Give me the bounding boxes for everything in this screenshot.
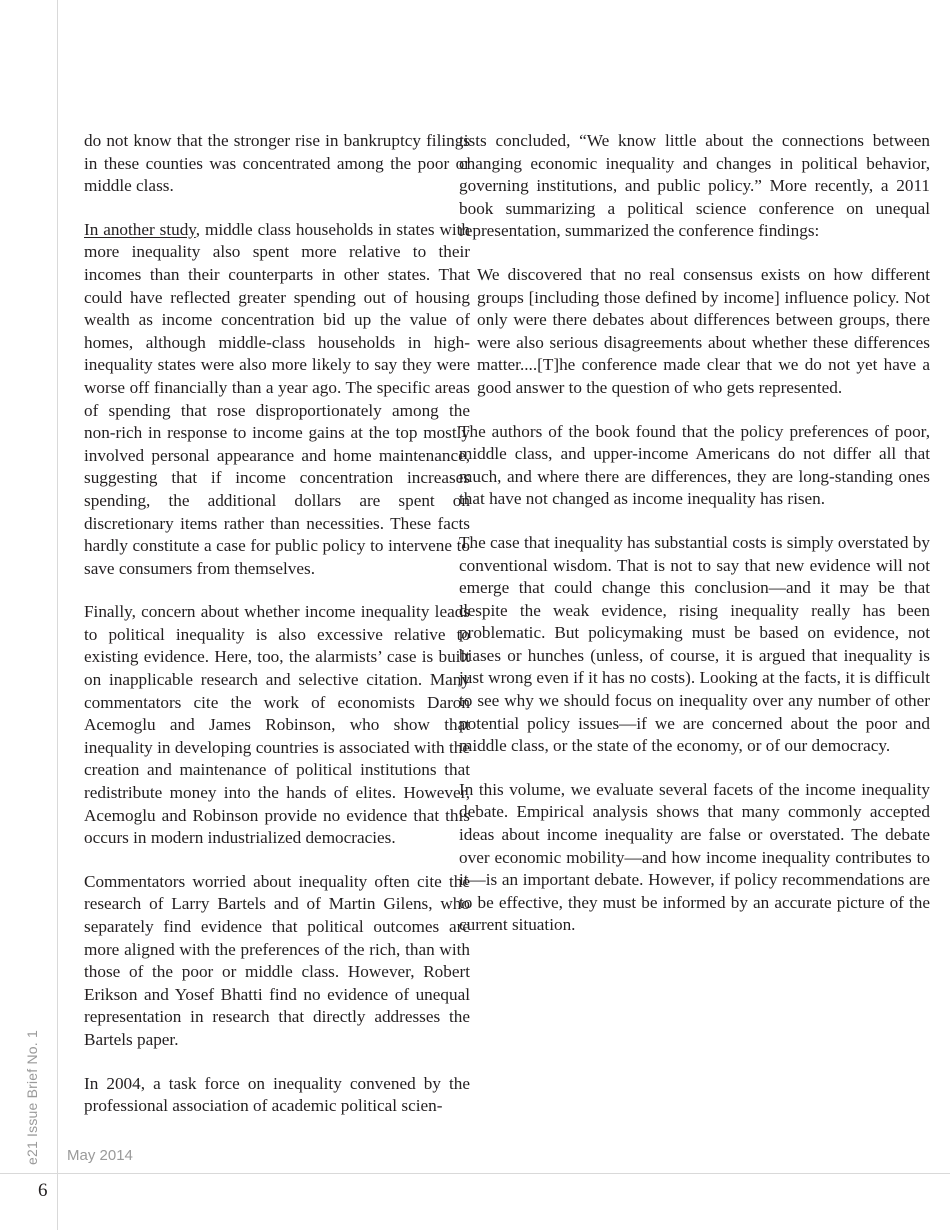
right-column <box>459 130 930 958</box>
footer-divider <box>0 1173 950 1174</box>
paragraph: tists concluded, “We know little about the connections between changing economic inequality and changes in political behavior, governing institutions, and public policy.” More recently, a 2011 book summarizing a political science conference on unequal representation, summarized the conference findings: <box>459 131 930 241</box>
paragraph: do not know that the stronger rise in bankruptcy filings in these counties was concentrated among the poor or middle class. <box>84 131 470 196</box>
issue-date: May 2014 <box>67 1147 133 1164</box>
paragraph: The case that inequality has substantial costs is simply overstated by conventional wisdom. That is not to say that new evidence will not emerge that could change this conclusion—and it may be that despite the weak evidence, rising inequality really has been problematic. But policymaking must be based on evidence, not biases or hunches (unless, of course, it is argued that inequality is just wrong even if it has no costs). Looking at the facts, it is difficult to see why we should focus on inequality over any number of other potential policy issues—if we are concerned about the poor and middle class, or the state of the economy, or of our democracy. <box>459 532 930 756</box>
another-study-link[interactable]: In another study <box>84 219 196 239</box>
paragraph-text: , middle class households in states with more inequality also spent more relative to their incomes than their counterparts in other states. That could have reflected greater spending out of housing wealth as income concentration bid up the value of homes, although middle-class households in high-inequality states were also more likely to say they were worse off financially than a year ago. The specific areas of spending that rose disproportionately among the non-rich in response to income gains at the top mostly involved personal appearance and home maintenance, suggesting that if income concentration increases spending, the additional dollars are spent on discretionary items rather than necessities. These facts hardly constitute a case for public policy to intervene to save consumers from themselves. <box>84 219 470 578</box>
paragraph <box>84 219 470 581</box>
block-quote: We discovered that no real consensus exists on how different groups [including those defined by income] influence policy. Not only were there debates about differences between groups, there were also serious disagreements about whether these differences matter....[T]he conference made clear that we do not yet have a good answer to the question of who gets represented. <box>477 264 930 397</box>
series-label: e21 Issue Brief No. 1 <box>24 1030 40 1165</box>
paragraph: Finally, concern about whether income inequality leads to political inequality is also excessive relative to existing evidence. Here, too, the alarmists’ case is built on inapplicable research and selective citation. Many commentators cite the work of economists Daron Acemoglu and James Robinson, who show that inequality in developing countries is associated with the creation and maintenance of political institutions that redistribute money into the hands of elites. However, Acemoglu and Robinson provide no evidence that this occurs in modern industrialized democracies. <box>84 602 470 848</box>
margin-divider-vertical <box>57 0 58 1230</box>
paragraph: The authors of the book found that the policy preferences of poor, middle class, and upper-income Americans do not differ all that much, and where there are differences, they are long-standing ones that have not changed as income inequality has risen. <box>459 421 930 509</box>
paragraph: In 2004, a task force on inequality convened by the professional association of academic political scien- <box>84 1073 470 1116</box>
paragraph: In this volume, we evaluate several facets of the income inequality debate. Empirical analysis shows that many commonly accepted ideas about income inequality are false or overstated. The debate over economic mobility—and how income inequality contributes to it—is an important debate. However, if policy recommendations are to be effective, they must be informed by an accurate picture of the current situation. <box>459 779 930 935</box>
left-column <box>84 130 470 1139</box>
paragraph: Commentators worried about inequality often cite the research of Larry Bartels and of Martin Gilens, who separately find evidence that political outcomes are more aligned with the preferences of the rich, than with those of the poor or middle class. However, Robert Erikson and Yosef Bhatti find no evidence of unequal representation in research that directly addresses the Bartels paper. <box>84 871 470 1049</box>
page-number: 6 <box>38 1180 48 1201</box>
